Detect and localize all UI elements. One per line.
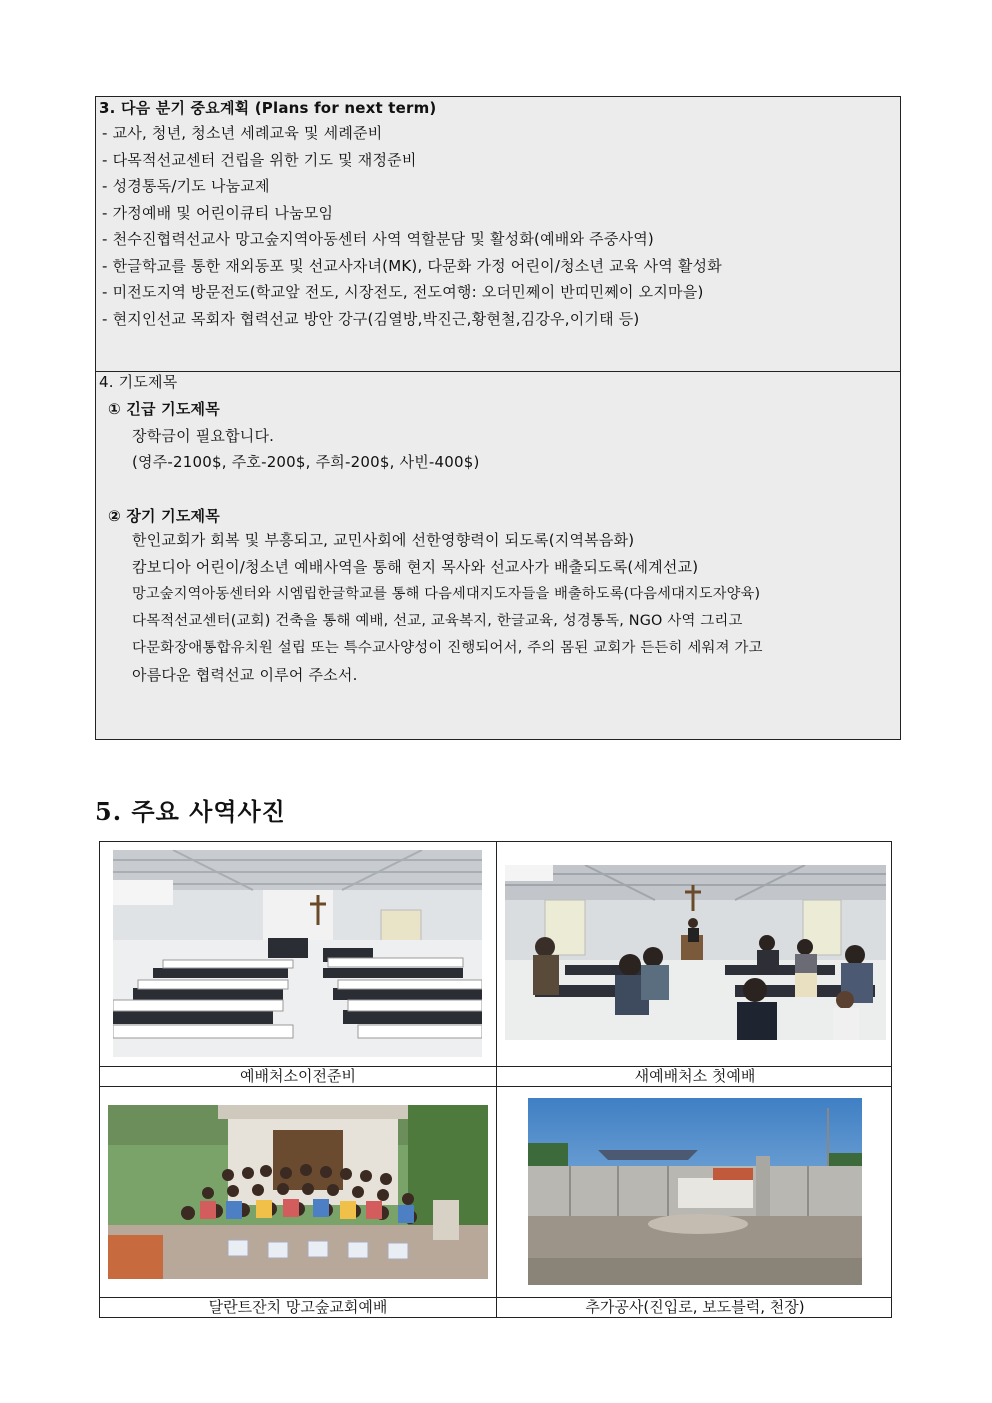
long-prayer-line: 캄보디아 어린이/청소년 예배사역을 통해 현지 목사와 선교사가 배출되도록(세계선교)	[132, 558, 699, 576]
photos-section-title: 5. 주요 사역사진	[95, 797, 286, 826]
photo-talent-festival-group	[108, 1105, 488, 1279]
long-prayer-line: 아름다운 협력선교 이루어 주소서.	[132, 666, 358, 684]
prayer-box	[95, 371, 901, 740]
long-prayer-line: 망고숲지역아동센터와 시엠립한글학교를 통해 다음세대지도자들을 배출하도록(다음세대지도자양육)	[132, 586, 761, 602]
plan-item: - 한글학교를 통한 재외동포 및 선교사자녀(MK), 다문화 가정 어린이/청소년 교육 사역 활성화	[102, 257, 722, 275]
photo-gallery	[99, 841, 892, 1318]
plan-item: - 천수진협력선교사 망고숲지역아동센터 사역 역할분담 및 활성화(예배와 주중사역)	[102, 230, 654, 248]
plans-box	[95, 96, 901, 372]
plan-item: - 가정예배 및 어린이큐티 나눔모임	[102, 204, 334, 222]
photo-hall-preparation	[113, 850, 482, 1057]
photo-caption: 예배처소이전준비	[240, 1067, 356, 1085]
plan-item: - 교사, 청년, 청소년 세례교육 및 세례준비	[102, 124, 383, 142]
long-prayer-title: ② 장기 기도제목	[108, 507, 220, 525]
photo-caption: 새예배처소 첫예배	[634, 1067, 756, 1085]
urgent-prayer-line: 장학금이 필요합니다.	[132, 427, 275, 445]
long-prayer-line: 한인교회가 회복 및 부흥되고, 교민사회에 선한영향력이 되도록(지역복음화)	[132, 531, 635, 549]
long-prayer-line: 다목적선교센터(교회) 건축을 통해 예배, 선교, 교육복지, 한글교육, 성경통독, NGO 사역 그리고	[132, 613, 743, 629]
plan-item: - 성경통독/기도 나눔교제	[102, 177, 270, 195]
plan-item: - 다목적선교센터 건립을 위한 기도 및 재정준비	[102, 151, 417, 169]
gallery-divider	[100, 1086, 891, 1087]
prayer-title: 4. 기도제목	[99, 373, 178, 391]
photo-caption: 추가공사(진입로, 보도블럭, 천장)	[585, 1298, 805, 1316]
plans-title: 3. 다음 분기 중요계획 (Plans for next term)	[99, 99, 437, 117]
photo-caption: 달란트잔치 망고숲교회예배	[208, 1298, 388, 1316]
urgent-prayer-line: (영주-2100$, 주호-200$, 주희-200$, 사빈-400$)	[132, 453, 480, 471]
photo-first-service	[505, 865, 886, 1040]
plan-item: - 미전도지역 방문전도(학교앞 전도, 시장전도, 전도여행: 오더민쩨이 반띠민쩨이 오지마을)	[102, 283, 704, 301]
urgent-prayer-title: ① 긴급 기도제목	[108, 400, 220, 418]
plan-item: - 현지인선교 목회자 협력선교 방안 강구(김열방,박진근,황현철,김강우,이기태 등)	[102, 310, 640, 328]
photo-additional-construction	[528, 1098, 862, 1285]
long-prayer-line: 다문화장애통합유치원 설립 또는 특수교사양성이 진행되어서, 주의 몸된 교회가 든든히 세워져 가고	[132, 640, 763, 656]
